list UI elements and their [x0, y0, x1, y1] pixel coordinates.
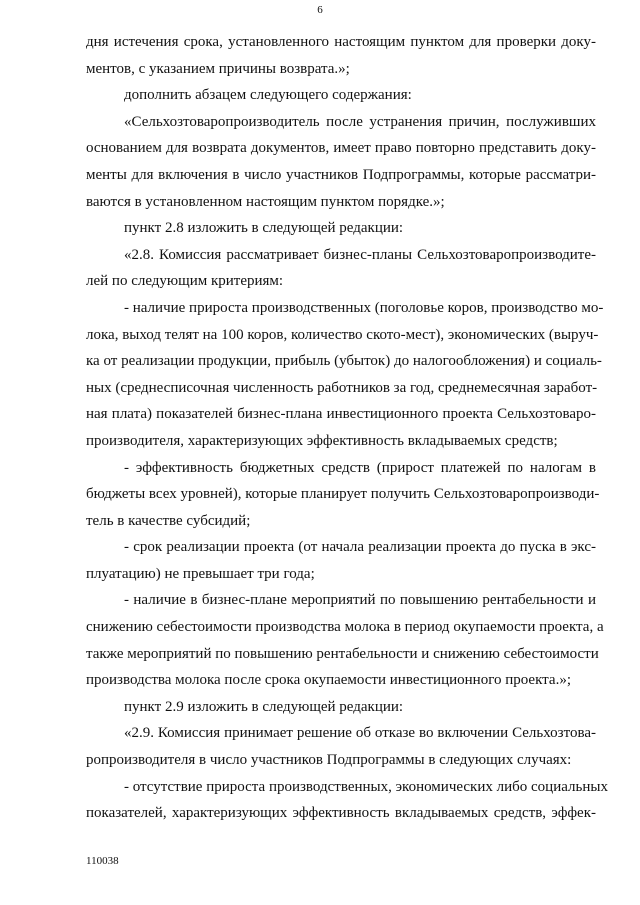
text-line: ных (среднесписочная численность работников за год, среднемесячная заработ-	[86, 379, 598, 396]
text-line: пункт 2.8 изложить в следующей редакции:	[124, 220, 404, 237]
text-line: пункт 2.9 изложить в следующей редакции:	[124, 698, 404, 715]
text-line: - наличие в бизнес-плане мероприятий по повышению рентабельности и	[124, 592, 596, 609]
text-line: ропроизводителя в число участников Подпрограммы в следующих случаях:	[86, 752, 572, 769]
text-line: также мероприятий по повышению рентабельности и снижению себестоимости	[86, 645, 599, 662]
text-line: - отсутствие прироста производственных, экономических либо социальных	[124, 778, 608, 795]
text-line: менты для включения в число участников Подпрограммы, которые рассматри-	[86, 166, 596, 183]
text-line: основанием для возврата документов, имеет право повторно представить доку-	[86, 140, 596, 157]
text-line: - наличие прироста производственных (поголовье коров, производство мо-	[124, 299, 604, 316]
text-line: ка от реализации продукции, прибыль (убыток) до налогообложения) и социаль-	[86, 353, 602, 370]
text-line: «2.9. Комиссия принимает решение об отказе во включении Сельхозтова-	[124, 725, 596, 742]
text-line: бюджеты всех уровней), которые планирует получить Сельхозтоваропроизводи-	[86, 486, 600, 503]
text-line: ная плата) показателей бизнес-плана инвестиционного проекта Сельхозтоваро-	[86, 406, 596, 423]
document-body	[86, 29, 608, 827]
text-line: - эффективность бюджетных средств (прирост платежей по налогам в	[124, 459, 596, 476]
text-line: производства молока после срока окупаемости инвестиционного проекта.»;	[86, 672, 571, 689]
page-number: 6	[317, 4, 323, 16]
text-line: лока, выход телят на 100 коров, количество ското-мест), экономических (выруч-	[86, 326, 599, 343]
text-line: ментов, с указанием причины возврата.»;	[86, 60, 350, 77]
text-line: ваются в установленном настоящим пунктом порядке.»;	[86, 193, 445, 210]
text-line: плуатацию) не превышает три года;	[86, 565, 315, 582]
text-line: показателей, характеризующих эффективность вкладываемых средств, эффек-	[86, 805, 596, 822]
text-line: лей по следующим критериям:	[86, 273, 284, 290]
text-line: снижению себестоимости производства молока в период окупаемости проекта, а	[86, 619, 604, 636]
text-line: дня истечения срока, установленного настоящим пунктом для проверки доку-	[86, 34, 596, 50]
document-code: 110038	[86, 855, 119, 867]
text-line: - срок реализации проекта (от начала реализации проекта до пуска в экс-	[124, 539, 596, 556]
text-line: «2.8. Комиссия рассматривает бизнес-планы Сельхозтоваропроизводите-	[124, 246, 596, 263]
text-line: дополнить абзацем следующего содержания:	[124, 87, 412, 104]
text-line: тель в качестве субсидий;	[86, 512, 251, 529]
text-line: производителя, характеризующих эффективность вкладываемых средств;	[86, 432, 558, 449]
text-line: «Сельхозтоваропроизводитель после устранения причин, послуживших	[124, 113, 596, 130]
